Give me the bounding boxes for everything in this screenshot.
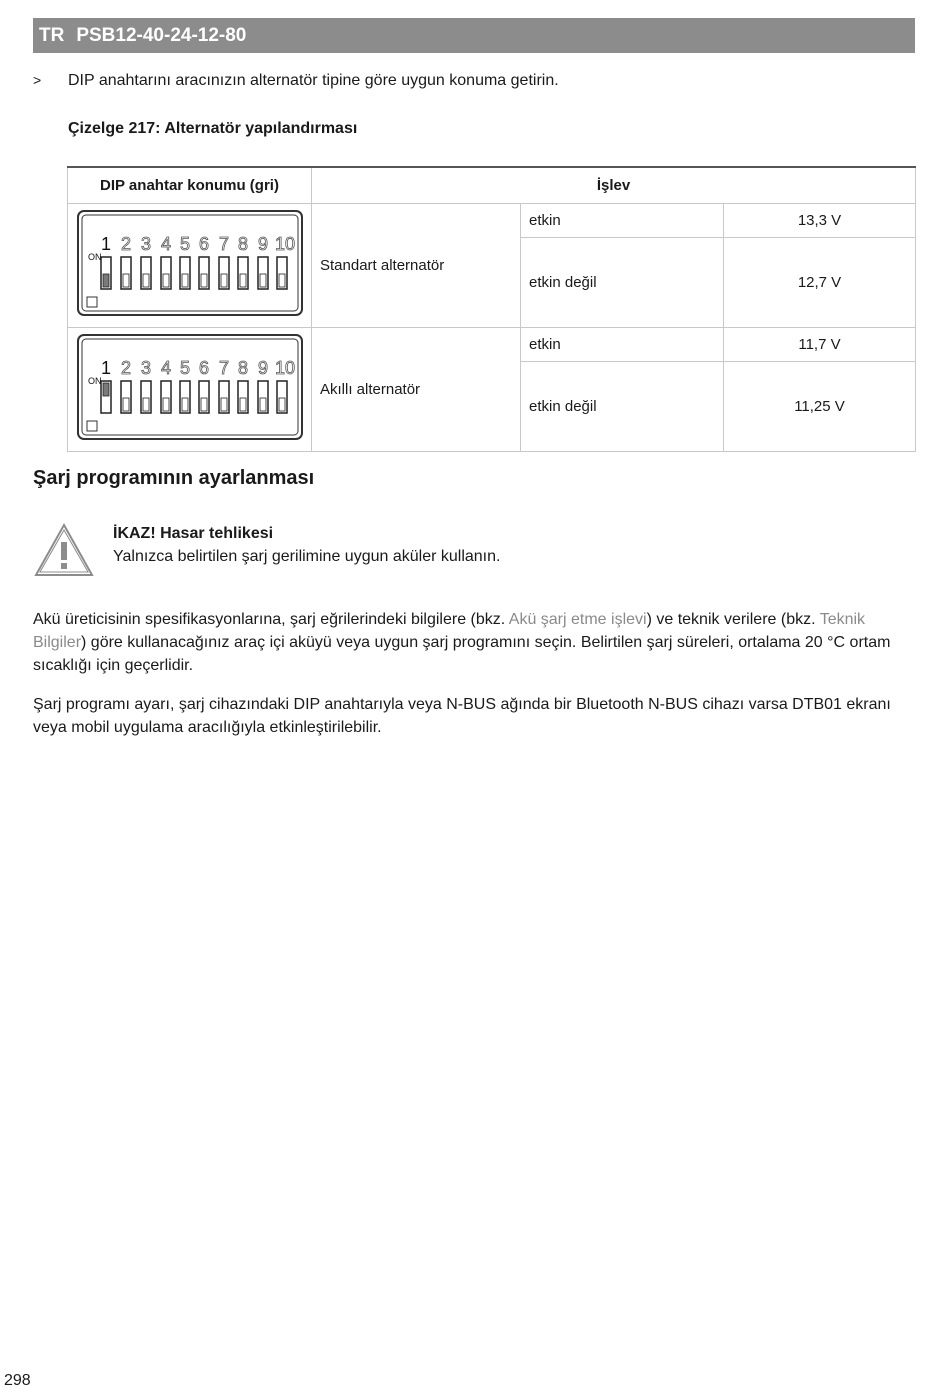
option-voltage: 13,3 V: [724, 203, 916, 237]
dip-switch-knob: [260, 398, 266, 411]
dip-on-label: ON: [87, 376, 101, 386]
dip-switch-knob: [221, 274, 227, 287]
dip-number-label: 5: [179, 358, 190, 378]
dip-switch-cell: [68, 327, 312, 451]
dip-number-label: 3: [140, 234, 151, 254]
dip-switch-knob: [143, 274, 149, 287]
warning-text: Yalnızca belirtilen şarj gerilimine uygun aküler kullanın.: [113, 548, 501, 565]
language-code: TR: [39, 24, 65, 46]
dip-switch-diagram-smart: [76, 333, 304, 441]
dip-number-label: 10: [274, 358, 295, 378]
table-row: [68, 327, 916, 361]
header-function: İşlev: [312, 167, 916, 203]
dip-switch-knob: [260, 274, 266, 287]
header-dip-position: DIP anahtar konumu (gri): [68, 167, 312, 203]
dip-number-label: 1: [100, 358, 111, 378]
option-state: etkin: [521, 327, 724, 361]
dip-switch-knob: [182, 398, 188, 411]
section-heading: Şarj programının ayarlanması: [33, 467, 315, 489]
dip-switch-knob: [182, 274, 188, 287]
dip-switch-knob: [279, 398, 285, 411]
warning-box: [33, 522, 500, 583]
warning-title: İKAZ! Hasar tehlikesi: [113, 525, 274, 542]
dip-switch-knob: [163, 398, 169, 411]
dip-number-label: 4: [160, 234, 171, 254]
dip-switch-knob: [201, 398, 207, 411]
dip-switch-knob: [163, 274, 169, 287]
instruction-step: [33, 72, 559, 90]
link-technical-data[interactable]: Teknik Bilgiler: [33, 611, 866, 651]
paragraph-text: Akü üreticisinin spesifikasyonlarına, şarj eğrilerindeki bilgilere (bkz.: [33, 611, 509, 628]
dip-number-label: 2: [120, 358, 131, 378]
alternator-type: Akıllı alternatör: [312, 327, 521, 451]
alternator-config-table: [67, 166, 916, 452]
dip-switch-knob: [221, 398, 227, 411]
dip-switch-knob-highlighted: [103, 274, 109, 287]
option-state: etkin değil: [521, 237, 724, 327]
dip-number-label: 7: [218, 358, 229, 378]
dip-number-label: 9: [257, 234, 268, 254]
dip-switch-knob: [123, 398, 129, 411]
dip-switch-knob-highlighted: [103, 383, 109, 396]
dip-on-label: ON: [87, 252, 101, 262]
option-state: etkin değil: [521, 361, 724, 451]
dip-switch-diagram-standard: [76, 209, 304, 317]
dip-number-label: 2: [120, 234, 131, 254]
dip-switch-knob: [240, 274, 246, 287]
paragraph-text: ) göre kullanacağınız araç içi aküyü veya uygun şarj programını seçin. Belirtilen şarj süreleri, ortalama 20 °C ortam sıcaklığı için geçerlidir.: [33, 634, 891, 674]
table-row: [68, 203, 916, 237]
dip-number-label: 6: [198, 358, 209, 378]
warning-triangle-icon: [33, 522, 113, 583]
paragraph-charging-info: [33, 608, 915, 677]
table-caption: Çizelge 217: Alternatör yapılandırması: [68, 120, 358, 137]
alternator-type: Standart alternatör: [312, 203, 521, 327]
dip-number-label: 5: [179, 234, 190, 254]
option-voltage: 11,7 V: [724, 327, 916, 361]
dip-switch-knob: [240, 398, 246, 411]
dip-number-label: 3: [140, 358, 151, 378]
dip-switch-knob: [143, 398, 149, 411]
step-marker: >: [33, 72, 42, 88]
step-text: DIP anahtarını aracınızın alternatör tipine göre uygun konuma getirin.: [68, 72, 559, 89]
dip-number-label: 9: [257, 358, 268, 378]
dip-number-label: 6: [198, 234, 209, 254]
header-bar: [33, 18, 915, 53]
paragraph-text: ) ve teknik verilere (bkz.: [646, 611, 820, 628]
model-number: PSB12-40-24-12-80: [76, 24, 247, 46]
dip-switch-cell: [68, 203, 312, 327]
dip-number-label: 1: [100, 234, 111, 254]
option-voltage: 11,25 V: [724, 361, 916, 451]
paragraph-program-setting: Şarj programı ayarı, şarj cihazındaki DIP anahtarıyla veya N-BUS ağında bir Bluetooth N-BUS cihazı varsa DTB01 ekranı veya mobil uygulama aracılığıyla etkinleştirilebilir.: [33, 696, 891, 736]
dip-switch-knob: [279, 274, 285, 287]
dip-number-label: 8: [237, 234, 248, 254]
dip-number-label: 10: [274, 234, 295, 254]
option-state: etkin: [521, 203, 724, 237]
dip-switch-knob: [123, 274, 129, 287]
dip-number-label: 4: [160, 358, 171, 378]
dip-number-label: 7: [218, 234, 229, 254]
dip-number-label: 8: [237, 358, 248, 378]
option-voltage: 12,7 V: [724, 237, 916, 327]
page-number: 298: [4, 1372, 31, 1389]
link-battery-charging[interactable]: Akü şarj etme işlevi: [508, 611, 647, 628]
dip-switch-knob: [201, 274, 207, 287]
